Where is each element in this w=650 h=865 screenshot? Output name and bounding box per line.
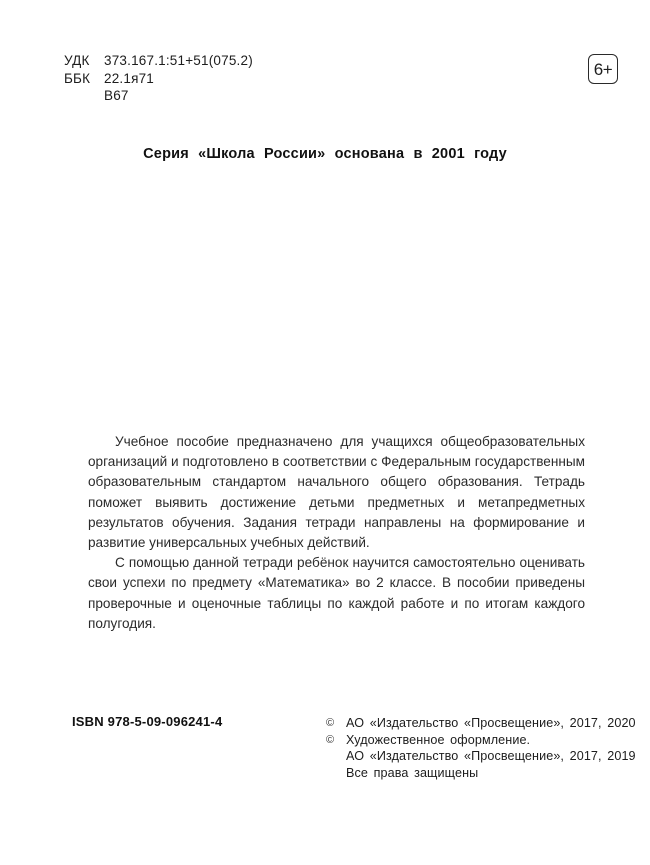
classification-label-udk: УДК: [64, 53, 90, 68]
series-heading: Серия «Школа России» основана в 2001 году: [143, 146, 507, 162]
classification-block: [64, 52, 253, 105]
classification-row: [64, 70, 253, 88]
copyright-text: Художественное оформление.: [346, 732, 531, 747]
classification-label-bbk: ББК: [64, 70, 91, 86]
copyright-line: [326, 748, 636, 765]
annotation-paragraph-1: Учебное пособие предназначено для учащихся общеобразовательных организаций и подготовлено в соответствии с Федеральным государственным образовательным стандартом начального общего образования. Тетрадь поможет выявить достижение детьми предметных и метапредметных результатов обучения. Задания тетради направлены на формирование и развитие универсальных учебных действий.: [88, 434, 585, 551]
annotation-paragraph-2: С помощью данной тетради ребёнок научится самостоятельно оценивать свои успехи по предмету «Математика» во 2 классе. В пособии приведены проверочные и оценочные таблицы по каждой работе и по итогам каждого полугодия.: [88, 555, 585, 631]
age-rating-badge: 6+: [588, 54, 618, 84]
copyright-text: Все права защищены: [346, 765, 479, 780]
copyright-line: [326, 715, 636, 732]
copyright-icon: ©: [326, 717, 335, 729]
classification-row: [64, 87, 253, 105]
classification-row: [64, 52, 253, 70]
classification-value-udk: 373.167.1:51+51(075.2): [104, 53, 253, 68]
copyright-line: [326, 732, 636, 749]
classification-value-bbk: 22.1я71: [104, 70, 155, 86]
classification-value-author-code: В67: [104, 88, 129, 103]
isbn-text: ISBN 978-5-09-096241-4: [72, 714, 223, 729]
copyright-text: АО «Издательство «Просвещение», 2017, 2019: [346, 749, 636, 763]
copyright-icon: ©: [326, 733, 335, 746]
copyright-line: [326, 765, 636, 782]
copyright-block: [326, 715, 636, 781]
copyright-text: АО «Издательство «Просвещение», 2017, 2020: [346, 716, 636, 730]
annotation-block: [88, 432, 585, 634]
